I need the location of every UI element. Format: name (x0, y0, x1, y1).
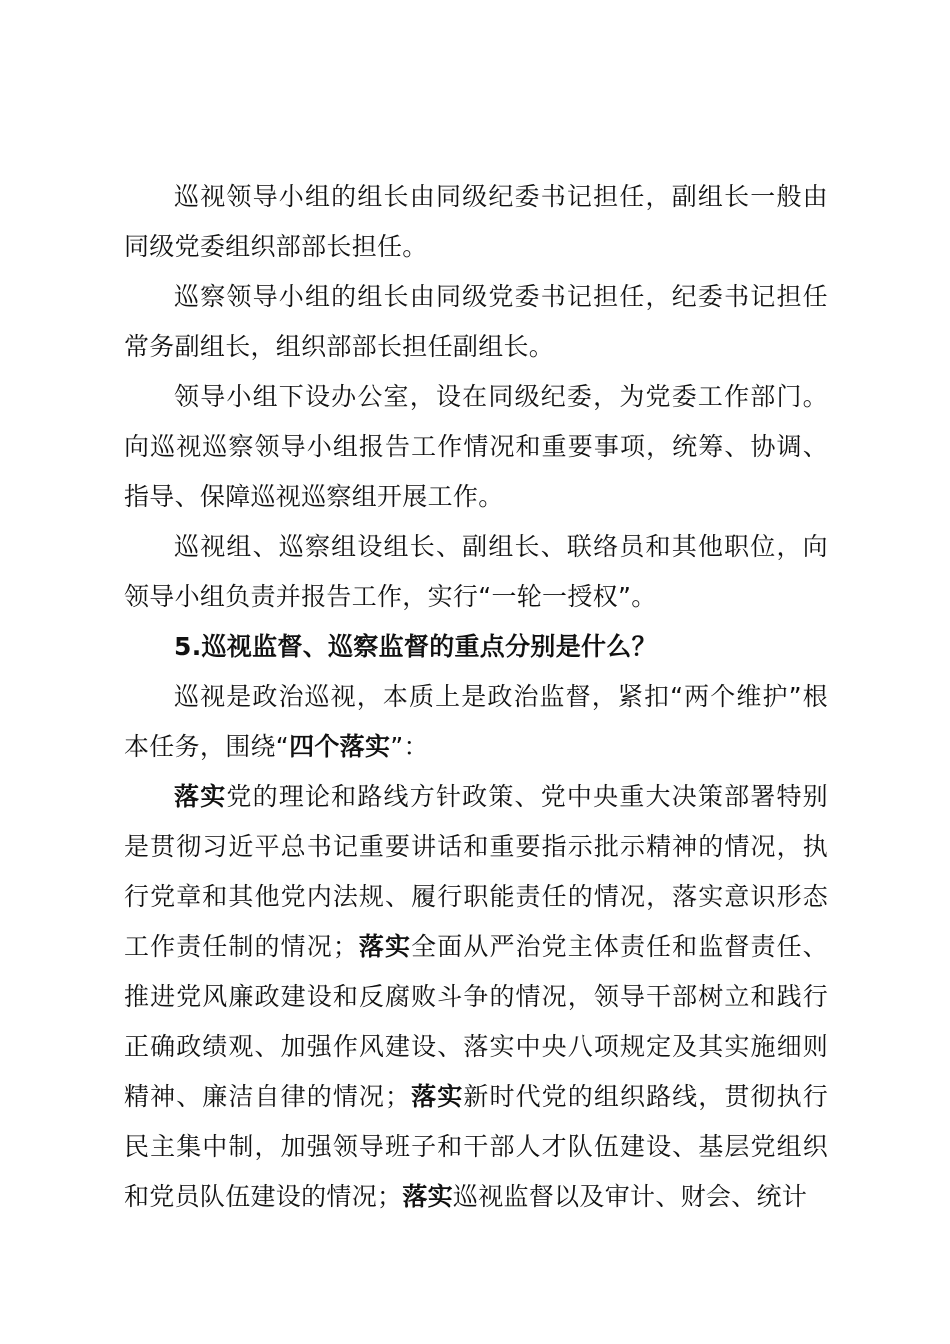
paragraph-four-implementations (124, 772, 828, 1222)
text-run: 巡视监督以及审计、财会、统计 (452, 1182, 808, 1211)
paragraph-office: 领导小组下设办公室，设在同级纪委，为党委工作部门。向巡视巡察领导小组报告工作情况和重要事项，统筹、协调、指导、保障巡视巡察组开展工作。 (124, 382, 828, 511)
bold-term: 四个落实 (289, 732, 391, 761)
text-run: 新时代党的组织路线，贯彻执行民主集中制，加强领导班子和干部人才队伍建设、基层党组织和党员队伍建设的情况； (124, 1082, 828, 1211)
bold-term: 落实 (358, 932, 412, 961)
paragraph-political-inspection (124, 672, 828, 772)
text-run: 巡视是政治巡视，本质上是政治监督，紧扣“两个维护”根本任务，围绕“ (124, 682, 828, 761)
paragraph-patrol-leader: 巡察领导小组的组长由同级党委书记担任，纪委书记担任常务副组长，组织部部长担任副组长。 (124, 282, 828, 361)
text-run: 党的理论和路线方针政策、党中央重大决策部署特别是贯彻习近平总书记重要讲话和重要指示批示精神的情况，执行党章和其他党内法规、履行职能责任的情况，落实意识形态工作责任制的情况； (124, 782, 828, 961)
bold-term: 落实 (402, 1182, 453, 1211)
document-page (124, 172, 828, 1222)
bold-term: 落实 (174, 782, 227, 811)
text-run: 全面从严治党主体责任和监督责任、推进党风廉政建设和反腐败斗争的情况，领导干部树立和践行正确政绩观、加强作风建设、落实中央八项规定及其实施细则精神、廉洁自律的情况； (124, 932, 828, 1111)
paragraph-inspection-leader: 巡视领导小组的组长由同级纪委书记担任，副组长一般由同级党委组织部部长担任。 (124, 182, 828, 261)
bold-term: 落实 (410, 1082, 464, 1111)
paragraph-inspection-team: 巡视组、巡察组设组长、副组长、联络员和其他职位，向领导小组负责并报告工作，实行“一轮一授权”。 (124, 532, 828, 611)
section-heading: 5.巡视监督、巡察监督的重点分别是什么？ (174, 632, 657, 661)
text-run: ”： (390, 732, 429, 761)
